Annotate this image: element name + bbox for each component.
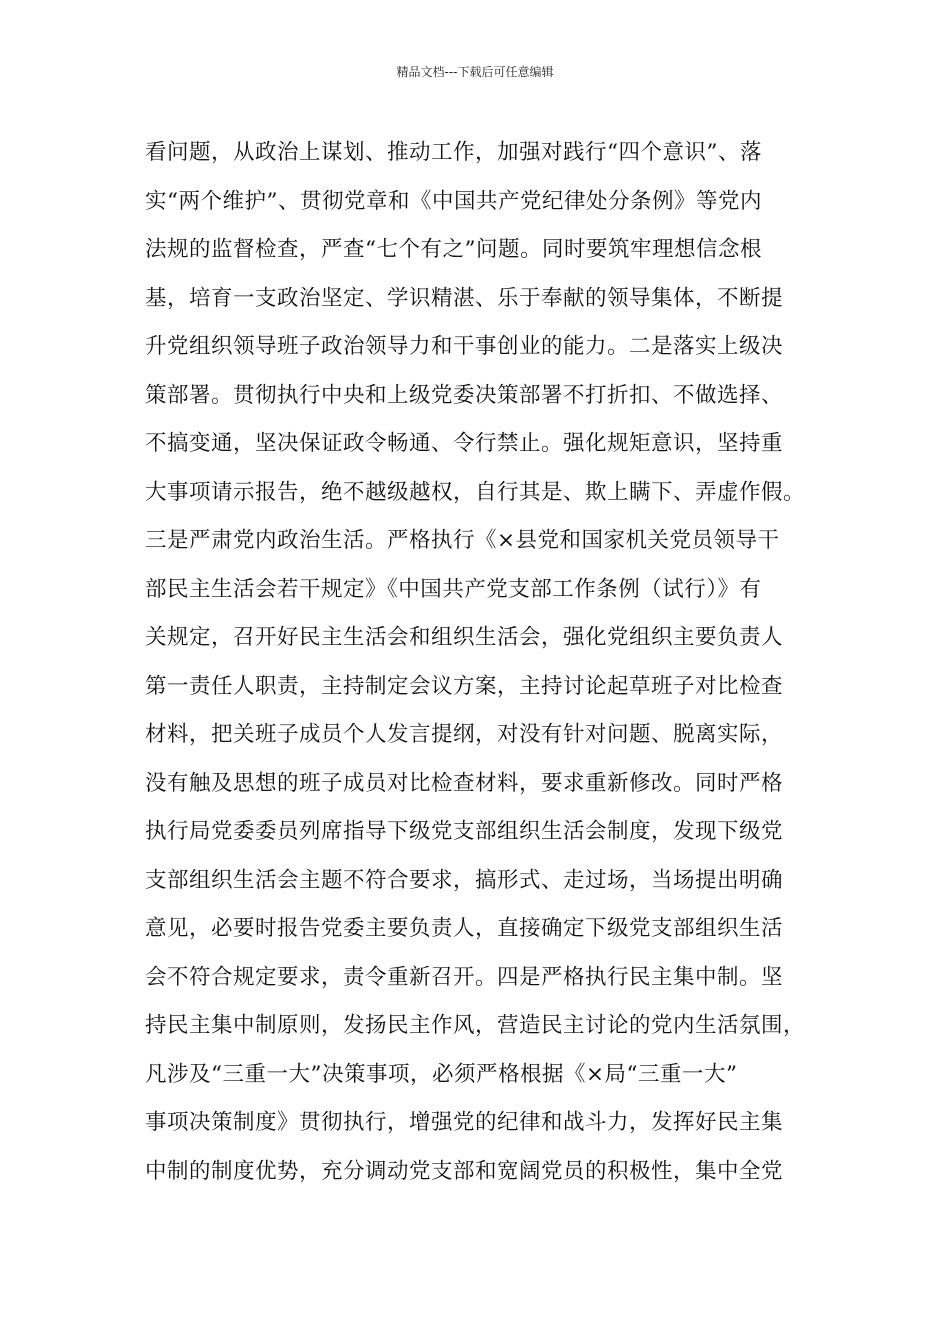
text-line: 升党组织领导班子政治领导力和干事创业的能力。二是落实上级决 xyxy=(145,334,784,359)
text-line: 看问题，从政治上谋划、推动工作，加强对践行“四个意识”、落 xyxy=(145,140,762,165)
text-line: 持民主集中制原则，发扬民主作风，营造民主讨论的党内生活氛围， xyxy=(145,1013,806,1038)
text-line: 没有触及思想的班子成员对比检查材料，要求重新修改。同时严格 xyxy=(145,770,784,796)
text-line: 关规定，召开好民主生活会和组织生活会，强化党组织主要负责人 xyxy=(145,625,784,650)
document-body xyxy=(145,133,825,1200)
text-line: 会不符合规定要求，责令重新召开。四是严格执行民主集中制。坚 xyxy=(145,964,784,990)
text-line: 部民主生活会若干规定》《中国共产党支部工作条例（试行）》有 xyxy=(145,576,762,602)
text-line: 中制的制度优势，充分调动党支部和宽阔党员的积极性，集中全党 xyxy=(145,1158,784,1184)
text-line: 支部组织生活会主题不符合要求，搞形式、走过场，当场提出明确 xyxy=(145,867,784,893)
text-line: 大事项请示报告，绝不越级越权，自行其是、欺上瞒下、弄虚作假。 xyxy=(145,479,806,505)
text-line: 凡涉及“三重一大”决策事项，必须严格根据《×局“三重一大” xyxy=(145,1061,738,1087)
text-line: 实“两个维护”、贯彻党章和《中国共产党纪律处分条例》等党内 xyxy=(145,188,762,214)
page-header: 精品文档---下载后可任意编辑 xyxy=(396,65,554,79)
text-line: 策部署。贯彻执行中央和上级党委决策部署不打折扣、不做选择、 xyxy=(145,382,784,408)
text-line: 意见，必要时报告党委主要负责人，直接确定下级党支部组织生活 xyxy=(145,916,784,941)
text-line: 三是严肃党内政治生活。严格执行《×县党和国家机关党员领导干 xyxy=(145,528,780,553)
text-line: 基，培育一支政治坚定、学识精湛、乐于奉献的领导集体，不断提 xyxy=(145,285,784,311)
text-line: 事项决策制度》贯彻执行，增强党的纪律和战斗力，发挥好民主集 xyxy=(145,1110,784,1135)
text-line: 第一责任人职责，主持制定会议方案，主持讨论起草班子对比检查 xyxy=(145,673,784,699)
text-line: 不搞变通，坚决保证政令畅通、令行禁止。强化规矩意识，坚持重 xyxy=(145,431,784,456)
text-line: 材料，把关班子成员个人发言提纲，对没有针对问题、脱离实际， xyxy=(145,722,784,747)
text-line: 执行局党委委员列席指导下级党支部组织生活会制度，发现下级党 xyxy=(145,819,784,844)
text-line: 法规的监督检查，严查“七个有之”问题。同时要筑牢理想信念根 xyxy=(145,237,762,262)
